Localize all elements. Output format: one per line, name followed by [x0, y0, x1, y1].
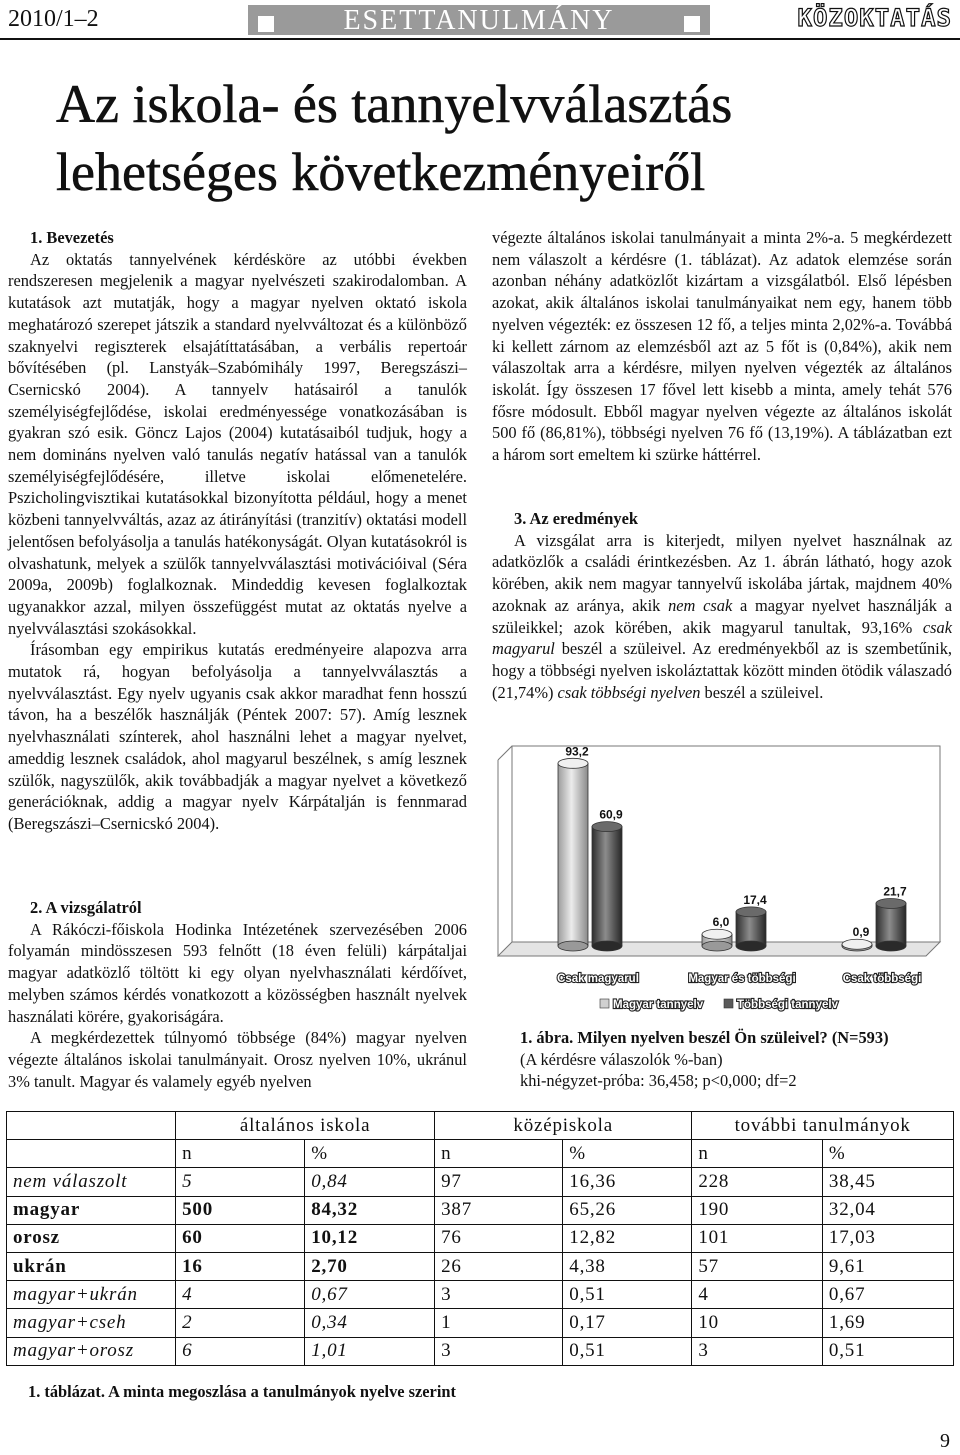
- table-cell: 65,26: [563, 1196, 692, 1224]
- table-cell: 38,45: [822, 1168, 953, 1196]
- bar-body: [592, 827, 622, 946]
- table-row: [7, 1224, 954, 1252]
- column-subheader: n: [692, 1140, 823, 1168]
- bar-base: [876, 941, 906, 951]
- table-row: [7, 1309, 954, 1337]
- data-label: 0,9: [852, 925, 870, 940]
- chart-bar: [842, 939, 872, 951]
- method-continued: [492, 227, 952, 466]
- group-header: további tanulmányok: [692, 1112, 954, 1140]
- table-cell: 1,69: [822, 1309, 953, 1337]
- header-divider: [0, 38, 960, 40]
- table-cell: 17,03: [822, 1224, 953, 1252]
- title-line-1: Az iskola- és tannyelvválasztás: [56, 74, 733, 134]
- table-row: [7, 1168, 954, 1196]
- table-cell: 10,12: [305, 1224, 435, 1252]
- table-corner-cell: [7, 1140, 176, 1168]
- table-cell: 0,84: [305, 1168, 435, 1196]
- intro-heading: 1. Bevezetés: [30, 228, 114, 247]
- row-label: nem válaszolt: [7, 1168, 176, 1196]
- bar-top: [702, 929, 732, 939]
- table-cell: 0,51: [563, 1281, 692, 1309]
- page-number: 9: [940, 1430, 950, 1452]
- table-group-header-row: [7, 1112, 954, 1140]
- group-header: általános iskola: [176, 1112, 435, 1140]
- bar-base: [736, 941, 766, 951]
- legend-label: Többségi tannyelv: [737, 999, 838, 1011]
- column-subheader: %: [305, 1140, 435, 1168]
- group-header: középiskola: [435, 1112, 692, 1140]
- table-caption: 1. táblázat. A minta megoszlása a tanulmányok nyelve szerint: [28, 1382, 456, 1401]
- row-label: orosz: [7, 1224, 176, 1252]
- results-heading: 3. Az eredmények: [514, 509, 638, 528]
- sample-distribution-table: [6, 1111, 954, 1366]
- table-cell: 76: [435, 1224, 563, 1252]
- table-corner-cell: [7, 1112, 176, 1140]
- row-label: magyar: [7, 1196, 176, 1224]
- table-cell: 387: [435, 1196, 563, 1224]
- figure-caption-title: 1. ábra. Milyen nyelven beszél Ön szüleivel? (N=593): [520, 1028, 889, 1047]
- results-paragraph: A vizsgálat arra is kiterjedt, milyen nyelvet használnak az adatközlők a családi érintkezésben. Az 1. ábrán látható, hogy azok körében, akik nem magyar tannyelvű iskolába jártak, majdnem 40% azoknak az aránya, akik nem csak a magyar nyelvet használják a szüleikkel; azok körében, akik magyarul tanultak, 93,16% csak magyarul beszél a szüleivel. Az eredményekből az is szembetűnik, hogy a többségi nyelven iskoláztattak között minden ötödik válaszadó (21,74%) csak többségi nyelven beszél a szüleivel.: [492, 530, 952, 702]
- table-cell: 16: [176, 1252, 305, 1280]
- data-label: 60,9: [599, 807, 623, 822]
- bar-base: [558, 941, 588, 951]
- legend-swatch: [600, 999, 609, 1008]
- legend-swatch: [724, 999, 733, 1008]
- bar-base: [702, 941, 732, 951]
- table-row: [7, 1196, 954, 1224]
- figure-1-chart: [488, 732, 952, 1024]
- table-cell: 1,01: [305, 1337, 435, 1365]
- method-paragraph-1: A Rákóczi-főiskola Hodinka Intézetének szervezésében 2006 folyamán mindösszesen 593 felnőtt (18 éven felüli) kárpátaljai magyar adatközlő töltött ki egy olyan nyelvhasználati kérdőívet, melyben számos kérdés vonatkozott a közösségben használt nyelvek használati körére, gyakoriságára.: [8, 919, 467, 1026]
- bar-body: [876, 903, 906, 946]
- row-label: magyar+cseh: [7, 1309, 176, 1337]
- bar-top: [736, 907, 766, 917]
- table-cell: 2: [176, 1309, 305, 1337]
- row-label: ukrán: [7, 1252, 176, 1280]
- category-label: Magyar és többségi: [688, 973, 796, 985]
- table-cell: 4: [176, 1281, 305, 1309]
- table-cell: 32,04: [822, 1196, 953, 1224]
- table-cell: 26: [435, 1252, 563, 1280]
- table-row: [7, 1252, 954, 1280]
- title-line-2: lehetséges következményeiről: [56, 142, 706, 202]
- bar-base: [592, 941, 622, 951]
- table-cell: 10: [692, 1309, 823, 1337]
- table-row: [7, 1337, 954, 1365]
- bar-top: [876, 898, 906, 908]
- table-cell: 60: [176, 1224, 305, 1252]
- intro-section: [8, 227, 467, 835]
- row-label: magyar+ukrán: [7, 1281, 176, 1309]
- table-cell: 0,34: [305, 1309, 435, 1337]
- table-cell: 0,17: [563, 1309, 692, 1337]
- chart-axis-edge: [498, 746, 512, 760]
- method-paragraph-2: A megkérdezettek túlnyomó többsége (84%) magyar nyelven végezte általános iskolai tanulmányait. Orosz nyelven 10%, ukránul 3% tanult. Magyar és valamely egyéb nyelven: [8, 1028, 467, 1091]
- row-label: magyar+orosz: [7, 1337, 176, 1365]
- legend-label: Magyar tannyelv: [613, 999, 704, 1011]
- table-cell: 3: [435, 1281, 563, 1309]
- table-cell: 1: [435, 1309, 563, 1337]
- bar-top: [592, 822, 622, 832]
- table-cell: 57: [692, 1252, 823, 1280]
- table-cell: 9,61: [822, 1252, 953, 1280]
- chart-bar: [558, 758, 588, 951]
- figure-caption-stats: khi-négyzet-próba: 36,458; p<0,000; df=2: [520, 1071, 797, 1091]
- column-subheader: %: [563, 1140, 692, 1168]
- column-subheader: n: [176, 1140, 305, 1168]
- table-cell: 0,67: [822, 1281, 953, 1309]
- article-title: [56, 70, 936, 206]
- table-cell: 12,82: [563, 1224, 692, 1252]
- intro-paragraph-2: Írásomban egy empirikus kutatás eredményeire alapozva arra mutatok rá, hogyan befolyásolja a tannyelvválasztás a nyelvválasztást. Egy nyelv ugyanis csak akkor maradhat fenn hosszú távon, ha a beszélők használják (Péntek 2007: 57). Amíg lesznek nyelvhasználati színterek, ahol használni lehet a magyar nyelvet, ameddig lesznek családok, ahol magyarul beszélnek, s amíg lesznek szülők, nagyszülők, akik továbbadják a magyar nyelvet a következő generációknak, addig a magyar nyelv Kárpátalján is fennmarad (Beregszászi–Csernicskó 2004).: [8, 640, 467, 833]
- method-section: [8, 897, 467, 1092]
- table-cell: 6: [176, 1337, 305, 1365]
- table-cell: 228: [692, 1168, 823, 1196]
- intro-paragraph-1: Az oktatás tannyelvének kérdésköre az utóbbi években rendszeresen megjelenik a magyar nyelvészeti szakirodalomban. A kutatások azt mutatják, hogy a magyar nyelven oktató iskola meghatározó szerepet játszik a standard nyelvváltozat és a különböző szaknyelvi regiszterek elsajátíttatásában, a verbális repertoár bővítésében (pl. Lanstyák–Szabómihály 1997, Beregszászi–Csernicskó 2004). A tannyelv hatásairól a tanulók személyiségfejlődése, iskolai eredményessége vonatkozásában is gyakran szó esik. Göncz Lajos (2004) kutatásaiból tudjuk, hogy a nem domináns nyelven való tanulás negatív hatással van a tanulók személyiségfejlődésére, illetve iskolai előmenetelére. Pszicholingvisztikai kutatásokkal bizonyította például, hogy a menet közbeni tannyelvváltás, azaz az átirányítási (tranzitív) oktatási modell jelentősen befolyásolja a tanulás hatékonyságát. Olyan kutatásokról is olvashatunk, melyek a szülők tannyelvválasztási motivációival (Séra 2009a, 2009b) foglalkoznak. Mindeddig kevesen foglalkoztak ugyanakkor azzal, milyen összefüggést mutat az oktatás nyelve a nyelvválasztási szokásokkal.: [8, 249, 467, 638]
- table-cell: 0,67: [305, 1281, 435, 1309]
- figure-caption-note: (A kérdésre válaszolók %-ban): [520, 1049, 723, 1069]
- page-header: [0, 0, 960, 40]
- column-subheader: %: [822, 1140, 953, 1168]
- table-cell: 5: [176, 1168, 305, 1196]
- table-cell: 0,51: [822, 1337, 953, 1365]
- section-label: [248, 5, 710, 35]
- category-label: Csak magyarul: [557, 973, 639, 985]
- table-cell: 101: [692, 1224, 823, 1252]
- table-cell: 4,38: [563, 1252, 692, 1280]
- chart-bar: [702, 929, 732, 951]
- data-label: 17,4: [743, 892, 767, 907]
- table-cell: 190: [692, 1196, 823, 1224]
- table-cell: 2,70: [305, 1252, 435, 1280]
- square-bullet-icon: [684, 16, 700, 32]
- data-label: 21,7: [883, 884, 907, 899]
- table-cell: 0,51: [563, 1337, 692, 1365]
- table-row: [7, 1281, 954, 1309]
- issue-number: 2010/1–2: [8, 6, 99, 32]
- bar-top: [558, 758, 588, 768]
- section-name: ESETTANULMÁNY: [343, 5, 615, 36]
- chart-bar: [736, 907, 766, 951]
- results-section: [492, 508, 952, 703]
- table-cell: 16,36: [563, 1168, 692, 1196]
- table-cell: 3: [435, 1337, 563, 1365]
- table-cell: 84,32: [305, 1196, 435, 1224]
- table-subheader-row: [7, 1140, 954, 1168]
- square-bullet-icon: [258, 16, 274, 32]
- method-heading: 2. A vizsgálatról: [30, 898, 142, 917]
- table-cell: 4: [692, 1281, 823, 1309]
- chart-bar: [592, 822, 622, 951]
- column-subheader: n: [435, 1140, 563, 1168]
- data-label: 6,0: [712, 915, 730, 930]
- chart-bar: [876, 898, 906, 951]
- data-label: 93,2: [565, 744, 589, 759]
- bar-top: [842, 939, 872, 949]
- table-cell: 3: [692, 1337, 823, 1365]
- journal-logo: KÖZOKTATÁS: [797, 4, 952, 32]
- figure-caption: [520, 1027, 952, 1092]
- bar-body: [558, 763, 588, 946]
- table-cell: 500: [176, 1196, 305, 1224]
- method-paragraph-continued: végezte általános iskolai tanulmányait a minta 2%-a. 5 megkérdezett nem válaszolt a kérdésre (1. táblázat). Az adatok elemzése során azonban néhány adatközlőt kizártam a vizsgálatból. Első lépésben azokat, akik általános iskolai tanulmányaikat nem egy, hanem több nyelven végezték: ez összesen 12 fő, a teljes minta 2,02%-a. Továbbá ki kellett zárnom az elemzésből azt az 5 főt is (0,84%), akik nem válaszoltak arra a kérdésre, milyen nyelven végezték az általános iskolát. Így összesen 17 fővel lett kisebb a minta, amely tehát 576 fősre módosult. Ebből magyar nyelven végezte az általános iskolát 500 fő (86,81%), többségi nyelven 76 fő (13,19%). A táblázatban ezt a három sort emeltem ki szürke háttérrel.: [492, 228, 952, 465]
- bar-chart: [488, 732, 952, 1024]
- table-cell: 97: [435, 1168, 563, 1196]
- category-label: Csak többségi: [842, 973, 922, 985]
